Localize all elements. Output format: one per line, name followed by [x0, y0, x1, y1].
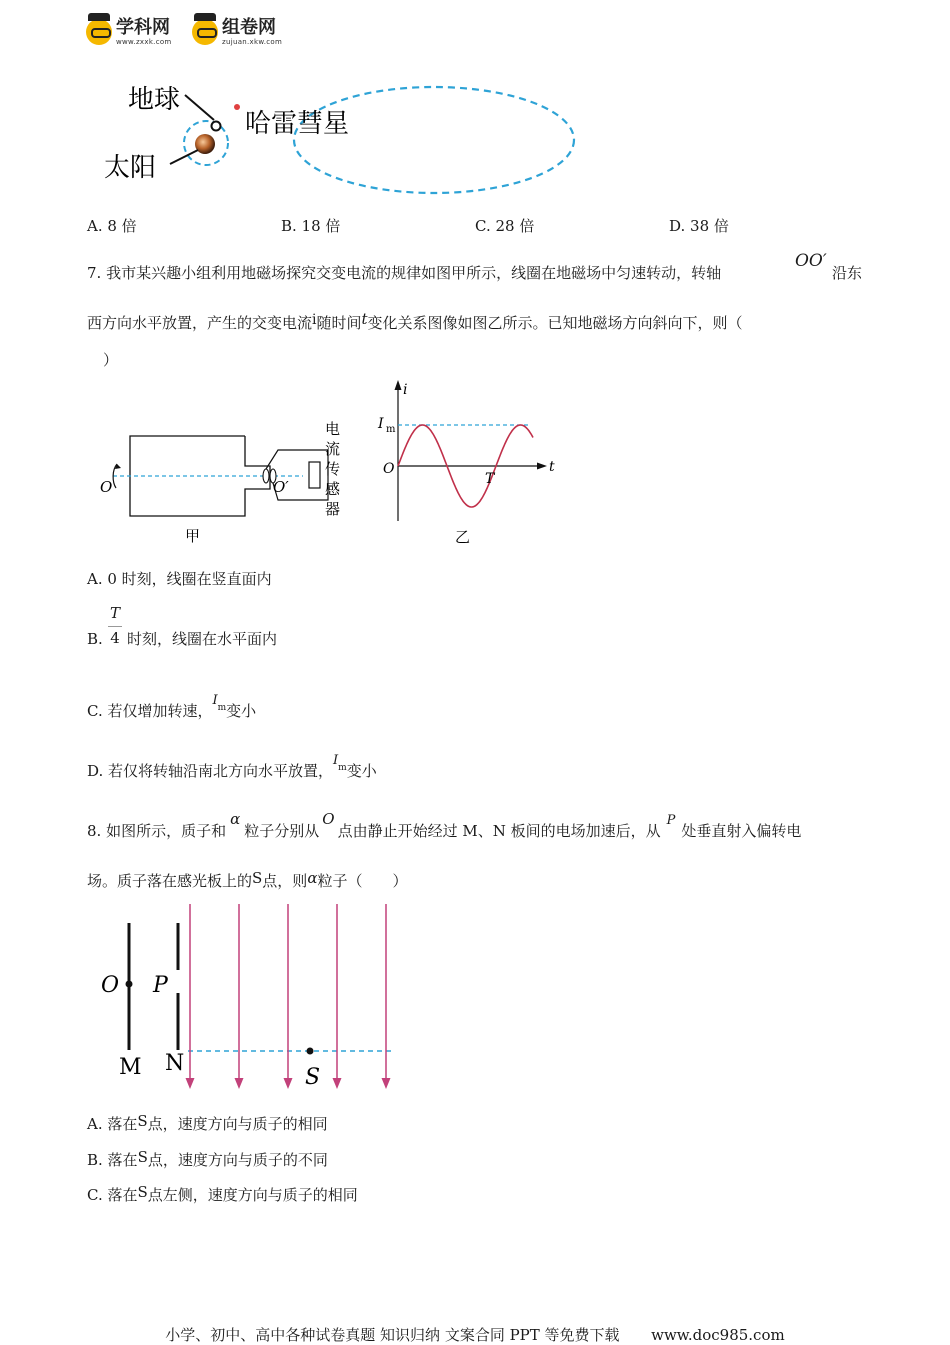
- y-arrow-icon: [395, 380, 402, 390]
- q7-axis-symbol: OO′: [795, 251, 827, 271]
- label-O-prime: O′: [273, 478, 289, 496]
- field-lines: [186, 904, 391, 1089]
- q6-option-a[interactable]: A. 8 倍: [87, 217, 137, 235]
- logo-url: www.zxxk.com: [116, 37, 172, 46]
- logo-zujuan[interactable]: [192, 14, 282, 50]
- comet: [234, 104, 240, 110]
- label-P: P: [153, 973, 168, 998]
- sensor-char-2: 流: [325, 440, 341, 458]
- orbit-figure: [90, 70, 590, 200]
- logo-name: 组卷网: [222, 16, 276, 38]
- x-arrow-icon: [537, 463, 547, 470]
- field-arrow-icon: [284, 1078, 293, 1089]
- figure-jia: [95, 410, 355, 550]
- q7-stem-line1-end: 沿东: [832, 264, 863, 282]
- q8-stem-line1: 8. 如图所示，质子和α粒子分别从O点由静止开始经过 M、N 板间的电场加速后，从P处垂直射入偏转电: [87, 810, 802, 840]
- frac-numerator: T: [109, 604, 120, 622]
- im-label: I: [378, 416, 384, 432]
- caption-yi: 乙: [455, 528, 471, 546]
- q8-option-c[interactable]: C. 落在S点左侧，速度方向与质子的相同: [87, 1183, 358, 1204]
- frac-denominator: 4: [110, 629, 120, 647]
- period-label: T: [485, 471, 495, 487]
- logo-name: 学科网: [116, 16, 170, 38]
- label-sun: 太阳: [104, 153, 157, 183]
- q7-option-b-text[interactable]: 时刻，线圈在水平面内: [127, 630, 278, 648]
- field-arrow-icon: [333, 1078, 342, 1089]
- point-O: [126, 981, 133, 988]
- sensor-char-3: 传: [325, 460, 341, 478]
- footer: [0, 1324, 950, 1345]
- im-subscript: m: [386, 424, 396, 435]
- q7-option-d[interactable]: D. 若仅将转轴沿南北方向水平放置，$I^m$变小: [87, 753, 377, 780]
- label-O: O: [100, 478, 113, 496]
- frac-bar: [108, 626, 122, 627]
- slip-ring-1: [263, 469, 269, 483]
- caption-jia: 甲: [185, 527, 201, 545]
- sensor-char-4: 感: [325, 480, 341, 498]
- label-S: S: [305, 1065, 321, 1090]
- sensor-char-1: 电: [325, 420, 341, 438]
- label-M: M: [119, 1055, 142, 1080]
- q6-option-b[interactable]: B. 18 倍: [281, 217, 341, 235]
- sun-pointer: [170, 150, 198, 164]
- field-arrow-icon: [186, 1078, 195, 1089]
- q6-option-c[interactable]: C. 28 倍: [475, 217, 535, 235]
- sensor-char-5: 器: [325, 500, 341, 518]
- logo-mascot-icon: [192, 19, 218, 45]
- q8-option-a[interactable]: A. 落在S点，速度方向与质子的相同: [87, 1112, 328, 1133]
- comet-orbit: [294, 87, 574, 193]
- q7-option-a[interactable]: A. 0 时刻，线圈在竖直面内: [87, 570, 272, 588]
- q8-stem-line2: 场。质子落在感光板上的S点，则α粒子（ ）: [87, 869, 408, 890]
- q7-stem-line1: 7. 我市某兴趣小组利用地磁场探究交变电流的规律如图甲所示，线圈在地磁场中匀速转动，转轴: [87, 264, 722, 282]
- q7-stem-line2: 西方向水平放置，产生的交变电流i随时间t变化关系图像如图乙所示。已知地磁场方向斜向下，则（: [87, 310, 743, 332]
- footer-url[interactable]: www.doc985.com: [651, 1326, 785, 1344]
- label-earth: 地球: [128, 85, 181, 115]
- field-arrow-icon: [235, 1078, 244, 1089]
- field-arrow-icon: [382, 1078, 391, 1089]
- axis-t-label: t: [549, 459, 555, 475]
- q8-option-b[interactable]: B. 落在S点，速度方向与质子的不同: [87, 1148, 328, 1169]
- q8-field-figure: [95, 898, 415, 1098]
- logo-zxxk[interactable]: [86, 14, 172, 50]
- earth: [212, 122, 221, 131]
- q7-option-c[interactable]: C. 若仅增加转速，$I^m$变小: [87, 693, 257, 720]
- label-O: O: [101, 973, 120, 998]
- point-S: [307, 1048, 314, 1055]
- current-sensor: [309, 462, 320, 488]
- logo-mascot-icon: [86, 19, 112, 45]
- earth-pointer: [185, 95, 214, 120]
- origin-label: O: [383, 461, 395, 477]
- label-comet: 哈雷彗星: [245, 109, 350, 139]
- axis-i-label: i: [403, 382, 408, 398]
- label-N: N: [165, 1051, 185, 1076]
- footer-text: 小学、初中、高中各种试卷真题 知识归纳 文案合同 PPT 等免费下载: [165, 1326, 620, 1344]
- q6-option-d[interactable]: D. 38 倍: [669, 217, 729, 235]
- q7-stem-line3: ）: [103, 351, 119, 369]
- logo-url: zujuan.xkw.com: [222, 37, 283, 46]
- figure-yi: [375, 378, 575, 550]
- q7-option-b-prefix[interactable]: B.: [87, 630, 103, 648]
